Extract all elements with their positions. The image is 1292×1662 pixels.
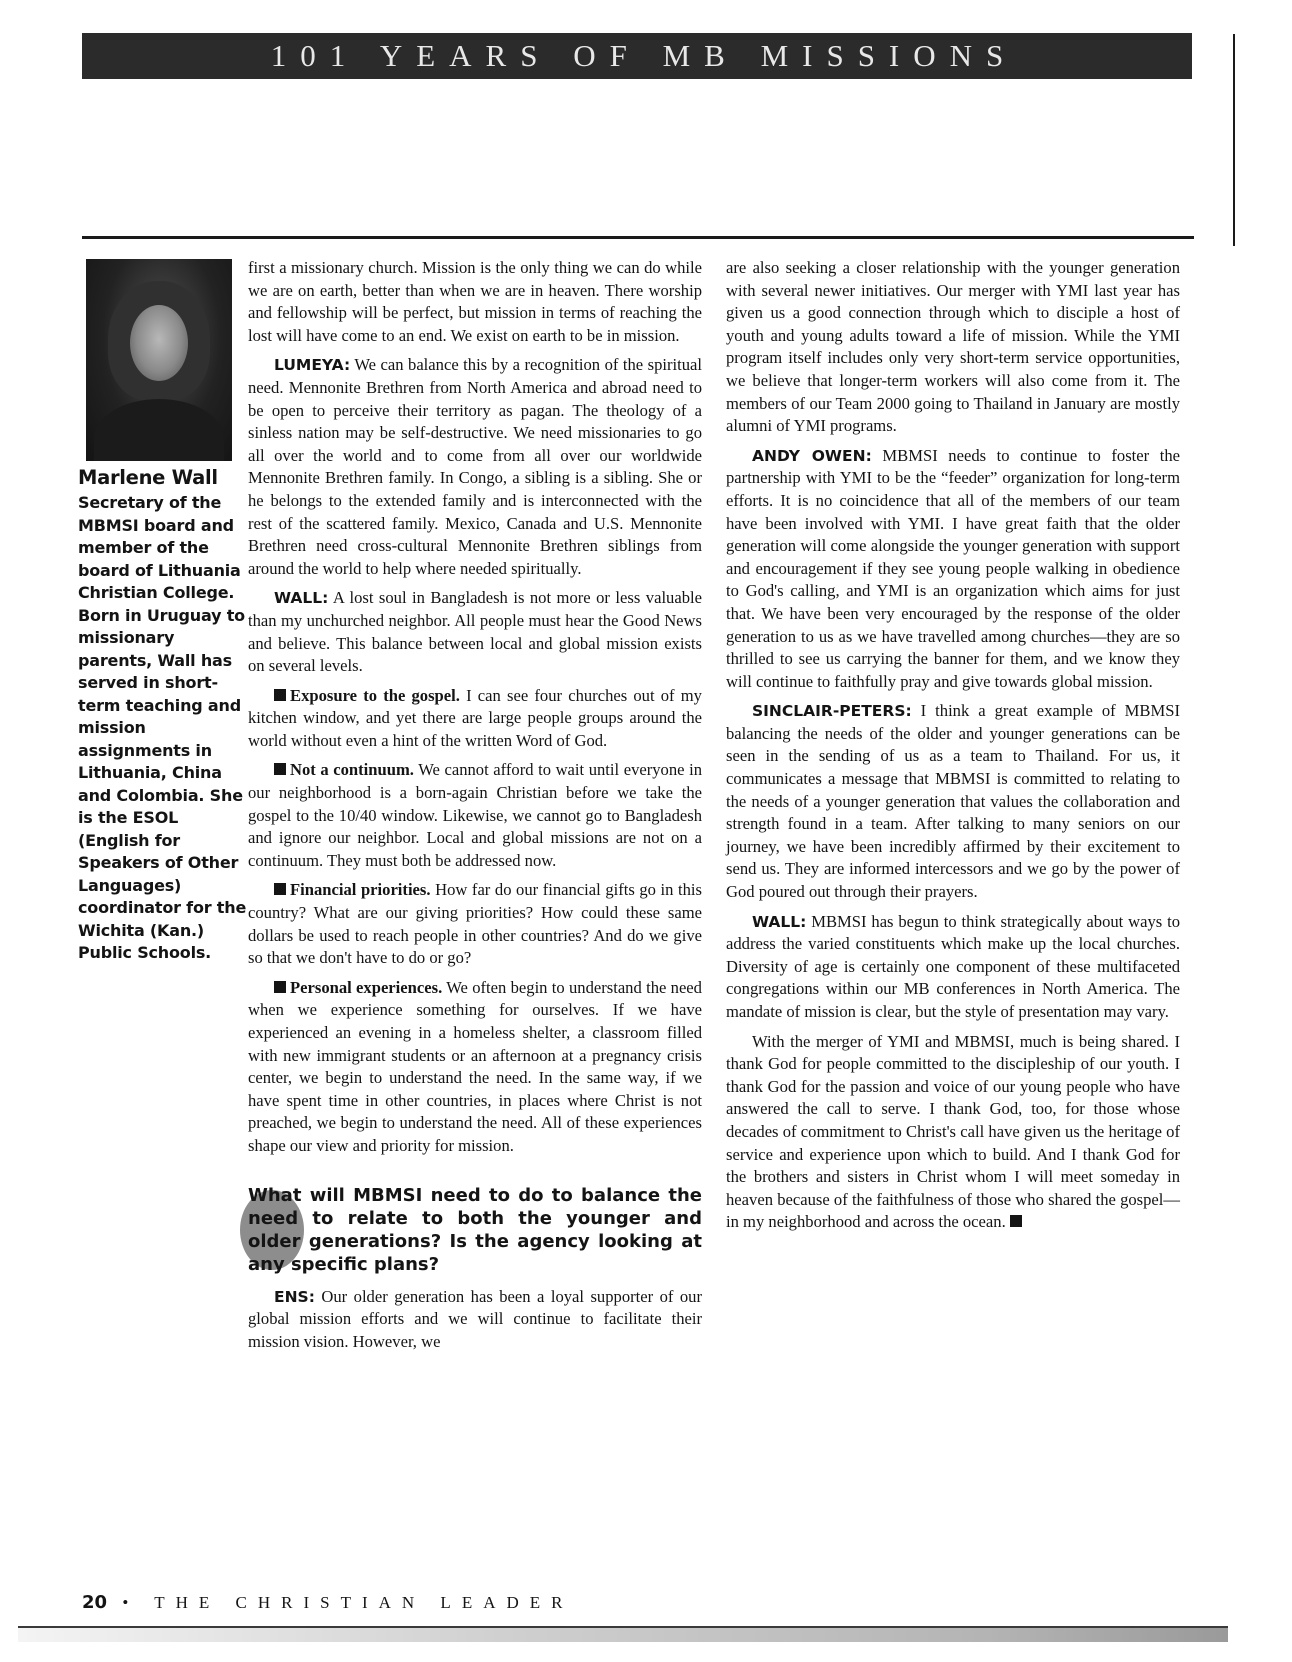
paragraph: WALL: A lost soul in Bangladesh is not more or less valuable than my unchurched neighbor. All people must hear the Good News and believe. This balance between local and global mission exists on several levels. xyxy=(248,588,702,676)
publication-name: THE CHRISTIAN LEADER xyxy=(154,1593,574,1612)
paragraph: With the merger of YMI and MBMSI, much is being shared. I thank God for people committed to the discipleship of our youth. I thank God for the passion and voice of our young people who have answered the call to serve. I thank God, too, for those whose decades of commitment to Christ's call have given us the heritage of service and experience upon which to build. And I thank God for the brothers and sisters in Christ whom I will meet someday in heaven because of the faithfulness of those who shared the gospel—in my neighborhood and across the ocean. xyxy=(726,1031,1180,1232)
interview-question xyxy=(248,1184,702,1276)
bottom-bar xyxy=(18,1628,1228,1642)
portrait-body xyxy=(94,399,224,461)
bullet-paragraph: Not a continuum. We cannot afford to wait until everyone in our neighborhood is a born-again Christian before we take the gospel to the 10/40 window. Likewise, we cannot go to Bangladesh and ignore our neighbor. Local and global missions are not on a continuum. They must both be addressed now. xyxy=(248,760,702,870)
paragraph: are also seeking a closer relationship with the younger generation with several newer initiatives. Our merger with YMI last year has given us a good connection through which to disciple a host of youth and young adults toward a life of mission. While the YMI program itself includes only very short-term service opportunities, we believe that longer-term workers will also come from it. The members of our Team 2000 going to Thailand in January are mostly alumni of YMI programs. xyxy=(726,258,1180,436)
paragraph: first a missionary church. Mission is the only thing we can do while we are on earth, better than when we are in heaven. There worship and fellowship will be perfect, but mission in terms of reaching the lost will have come to an end. We exist on earth to be in mission. xyxy=(248,258,702,345)
banner-title: 101 YEARS OF MB MISSIONS xyxy=(270,38,1018,73)
portrait-face xyxy=(130,305,188,381)
portrait-photo xyxy=(86,259,232,461)
speaker-label: LUMEYA: xyxy=(274,356,351,375)
paragraph: SINCLAIR-PETERS: I think a great example of MBMSI balancing the needs of the older and younger generations can be seen in the sending of us as a team to Thailand. For us, it communicates a message that MBMSI is committed to relating to the needs of a younger generation that values the collaboration and strength found in a team. After talking to many seniors on our journey, we have been incredibly affirmed by their excitement to send us. They are informed intercessors and we go by the power of God poured out through their prayers. xyxy=(726,701,1180,902)
bullet-paragraph: Financial priorities. How far do our financial gifts go in this country? What are our giving priorities? How could these same dollars be used to reach people in other countries? And do we give so that we don't have to do or go? xyxy=(248,880,702,968)
footer-separator: • xyxy=(122,1593,140,1612)
article-column-1 xyxy=(248,257,702,1353)
paragraph: WALL: MBMSI has begun to think strategically about ways to address the varied constituents which make up the local churches. Diversity of age is certainly one component of these multifaceted congregations within our MB conferences in North America. The mandate of mission is clear, but the style of presentation may vary. xyxy=(726,911,1180,1021)
page-number: 20 xyxy=(82,1592,108,1613)
speaker-label: SINCLAIR-PETERS: xyxy=(752,702,912,721)
article-column-2 xyxy=(726,257,1180,1241)
square-bullet-icon xyxy=(274,981,286,993)
section-banner xyxy=(82,33,1192,79)
paragraph: ANDY OWEN: MBMSI needs to continue to foster the partnership with YMI to be the “feeder” organization for long-term efforts. It is no coincidence that all of the members of our team have been involved with YMI. I have great faith that the older generation will come alongside the younger generation with support and encouragement if they see young people walking in obedience to God's calling, and YMI is an organization which aims for just that. We have been very encouraged by the response of the older generation to us as we have travelled among churches—they are so thrilled to see us carrying the banner for them, and we know they will continue to faithfully pray and give towards global mission. xyxy=(726,445,1181,691)
end-mark-icon xyxy=(1010,1215,1022,1227)
page-footer xyxy=(82,1592,573,1613)
speaker-label: ANDY OWEN: xyxy=(752,446,872,465)
speaker-label: ENS: xyxy=(274,1287,315,1306)
square-bullet-icon xyxy=(274,883,286,895)
paragraph: LUMEYA: We can balance this by a recognition of the spiritual need. Mennonite Brethren from North America and abroad need to be open to perceive their territory as pagan. The theology of a sinless nation may be self-destructive. We need missionaries to go all over the world and to come from all over our worldwide Mennonite Brethren family. In Congo, a sibling is a sibling. She or he belongs to the extended family and is interconnected with the rest of the scattered family. Mexico, Canada and U.S. Mennonite Brethren need cross-cultural Mennonite Brethren siblings from around the world to help where needed spiritually. xyxy=(248,355,702,578)
bullet-paragraph: Personal experiences. We often begin to understand the need when we experience something for ourselves. If we have experienced an evening in a homeless shelter, a classroom filled with new immigrant students or an afternoon at a pregnancy crisis center, we begin to understand the need. In the same way, if we have spent time in other countries, in places where Christ is not preached, we begin to understand the need. All of these experiences shape our view and priority for mission. xyxy=(248,977,702,1155)
profile-bio: Secretary of the MBMSI board and member of the board of Lithuania Christian College. Born in Uruguay to missionary parents, Wall has served in short-term teaching and mission assignments in Lithuania, China and Colombia. She is the ESOL (English for Speakers of Other Languages) coordinator for the Wichita (Kan.) Public Schools. xyxy=(78,493,247,962)
square-bullet-icon xyxy=(274,689,286,701)
paragraph: ENS: Our older generation has been a loyal supporter of our global mission efforts and we will continue to facilitate their mission vision. However, we xyxy=(248,1286,702,1351)
speaker-label: WALL: xyxy=(752,912,807,931)
profile-name: Marlene Wall xyxy=(78,466,218,489)
square-bullet-icon xyxy=(274,763,286,775)
question-text: What will MBMSI need to do to balance the need to relate to both the younger and older generations? Is the agency looking at any specific plans? xyxy=(248,1184,702,1275)
bullet-paragraph: Exposure to the gospel. I can see four churches out of my kitchen window, and yet there are large people groups around the world without even a hint of the written Word of God. xyxy=(248,685,702,750)
page-edge-line xyxy=(1233,34,1235,246)
profile-sidebar xyxy=(78,466,250,965)
speaker-label: WALL: xyxy=(274,589,329,608)
top-rule xyxy=(82,236,1194,239)
